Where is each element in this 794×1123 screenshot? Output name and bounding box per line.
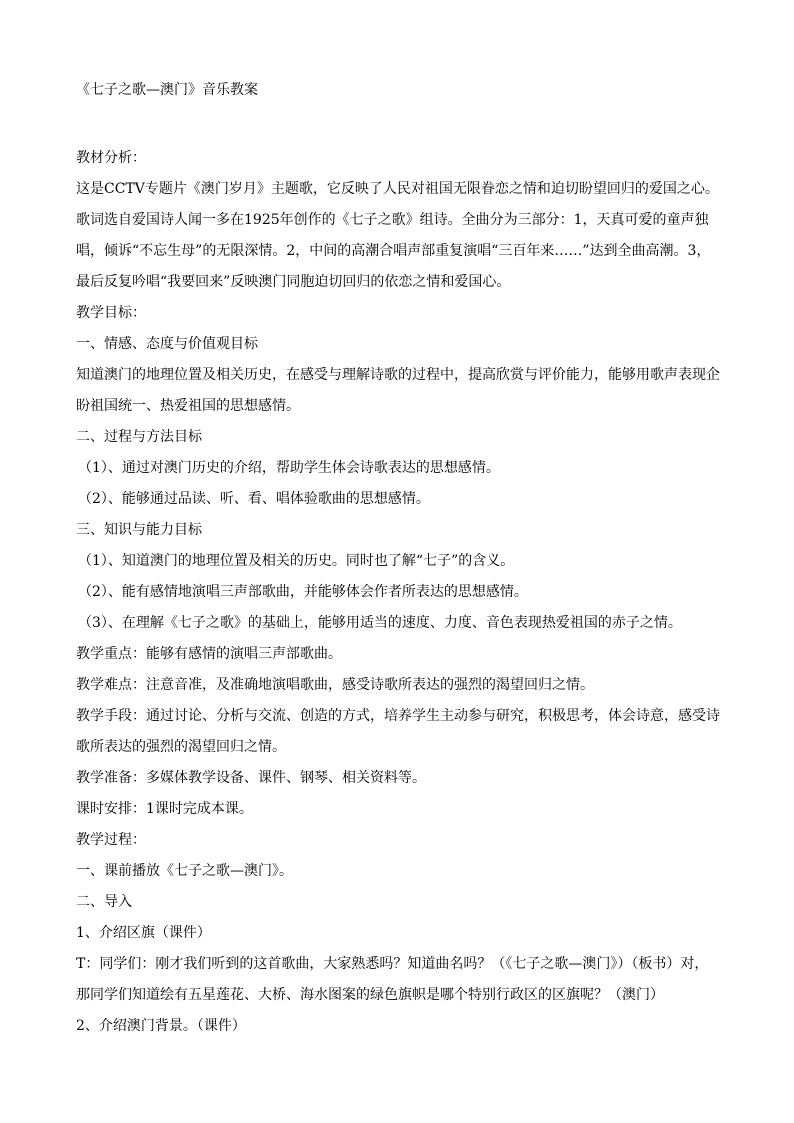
step-pre-class: 一、课前播放《七子之歌—澳门》。: [76, 863, 293, 879]
document-body: [76, 143, 720, 1042]
list-item-process-1: （1）、通过对澳门历史的介绍，帮助学生体会诗歌表达的思想感情。: [78, 460, 500, 476]
paragraph-preparation: 教学准备：多媒体教学设备、课件、钢琴、相关资料等。: [76, 770, 426, 786]
step-introduction: 二、导入: [76, 894, 132, 910]
section-heading-teaching-process: 教学过程：: [76, 832, 146, 848]
paragraph-teaching-methods: 教学手段：通过讨论、分析与交流、创造的方式，培养学生主动参与研究，积极思考，体会诗意，感受诗歌所表达的强烈的渴望回归之情。: [76, 708, 720, 755]
substep-macau-background: 2、介绍澳门背景。（课件）: [76, 1018, 246, 1034]
paragraph-schedule: 课时安排：1课时完成本课。: [76, 801, 253, 817]
list-item-knowledge-1: （1）、知道澳门的地理位置及相关的历史。同时也了解“七子”的含义。: [78, 553, 515, 569]
paragraph-key-points: 教学重点：能够有感情的演唱三声部歌曲。: [76, 646, 342, 662]
paragraph-difficulties: 教学难点：注意音准，及准确地演唱歌曲，感受诗歌所表达的强烈的渴望回归之情。: [76, 677, 594, 693]
subheading-emotion-goals: 一、情感、态度与价值观目标: [76, 336, 258, 352]
subheading-knowledge-goals: 三、知识与能力目标: [76, 522, 202, 538]
list-item-process-2: （2）、能够通过品读、听、看、唱体验歌曲的思想感情。: [78, 491, 430, 507]
paragraph-materials-analysis: 这是CCTV专题片《澳门岁月》主题歌，它反映了人民对祖国无限眷恋之情和迫切盼望回归的爱国之心。歌词选自爱国诗人闻一多在1925年创作的《七子之歌》组诗。全曲分为三部分：1，天真可爱的童声独唱，倾诉“不忘生母”的无限深情。2，中间的高潮合唱声部重复演唱“三百年来……”达到全曲高潮。3，最后反复吟唱“我要回来”反映澳门同胞迫切回归的依恋之情和爱国心。: [76, 181, 719, 290]
list-item-knowledge-3: （3）、在理解《七子之歌》的基础上，能够用适当的速度、力度、音色表现热爱祖国的赤子之情。: [78, 615, 682, 631]
section-heading-teaching-goals: 教学目标：: [76, 305, 146, 321]
list-item-knowledge-2: （2）、能有感情地演唱三声部歌曲，并能够体会作者所表达的思想感情。: [78, 584, 528, 600]
document-title: 《七子之歌—澳门》音乐教案: [76, 82, 258, 98]
subheading-process-goals: 二、过程与方法目标: [76, 429, 202, 445]
paragraph-teacher-dialogue: T：同学们：刚才我们听到的这首歌曲，大家熟悉吗？知道曲名吗？（《七子之歌—澳门》）（板书）对，那同学们知道绘有五星莲花、大桥、海水图案的绿色旗帜是哪个特别行政区的区旗呢？（澳门）: [76, 956, 709, 1003]
section-heading-materials-analysis: 教材分析：: [76, 150, 146, 166]
substep-region-flag: 1、介绍区旗（课件）: [76, 925, 211, 941]
paragraph-emotion-goals: 知道澳门的地理位置及相关历史，在感受与理解诗歌的过程中，提高欣赏与评价能力，能够用歌声表现企盼祖国统一、热爱祖国的思想感情。: [76, 367, 720, 414]
